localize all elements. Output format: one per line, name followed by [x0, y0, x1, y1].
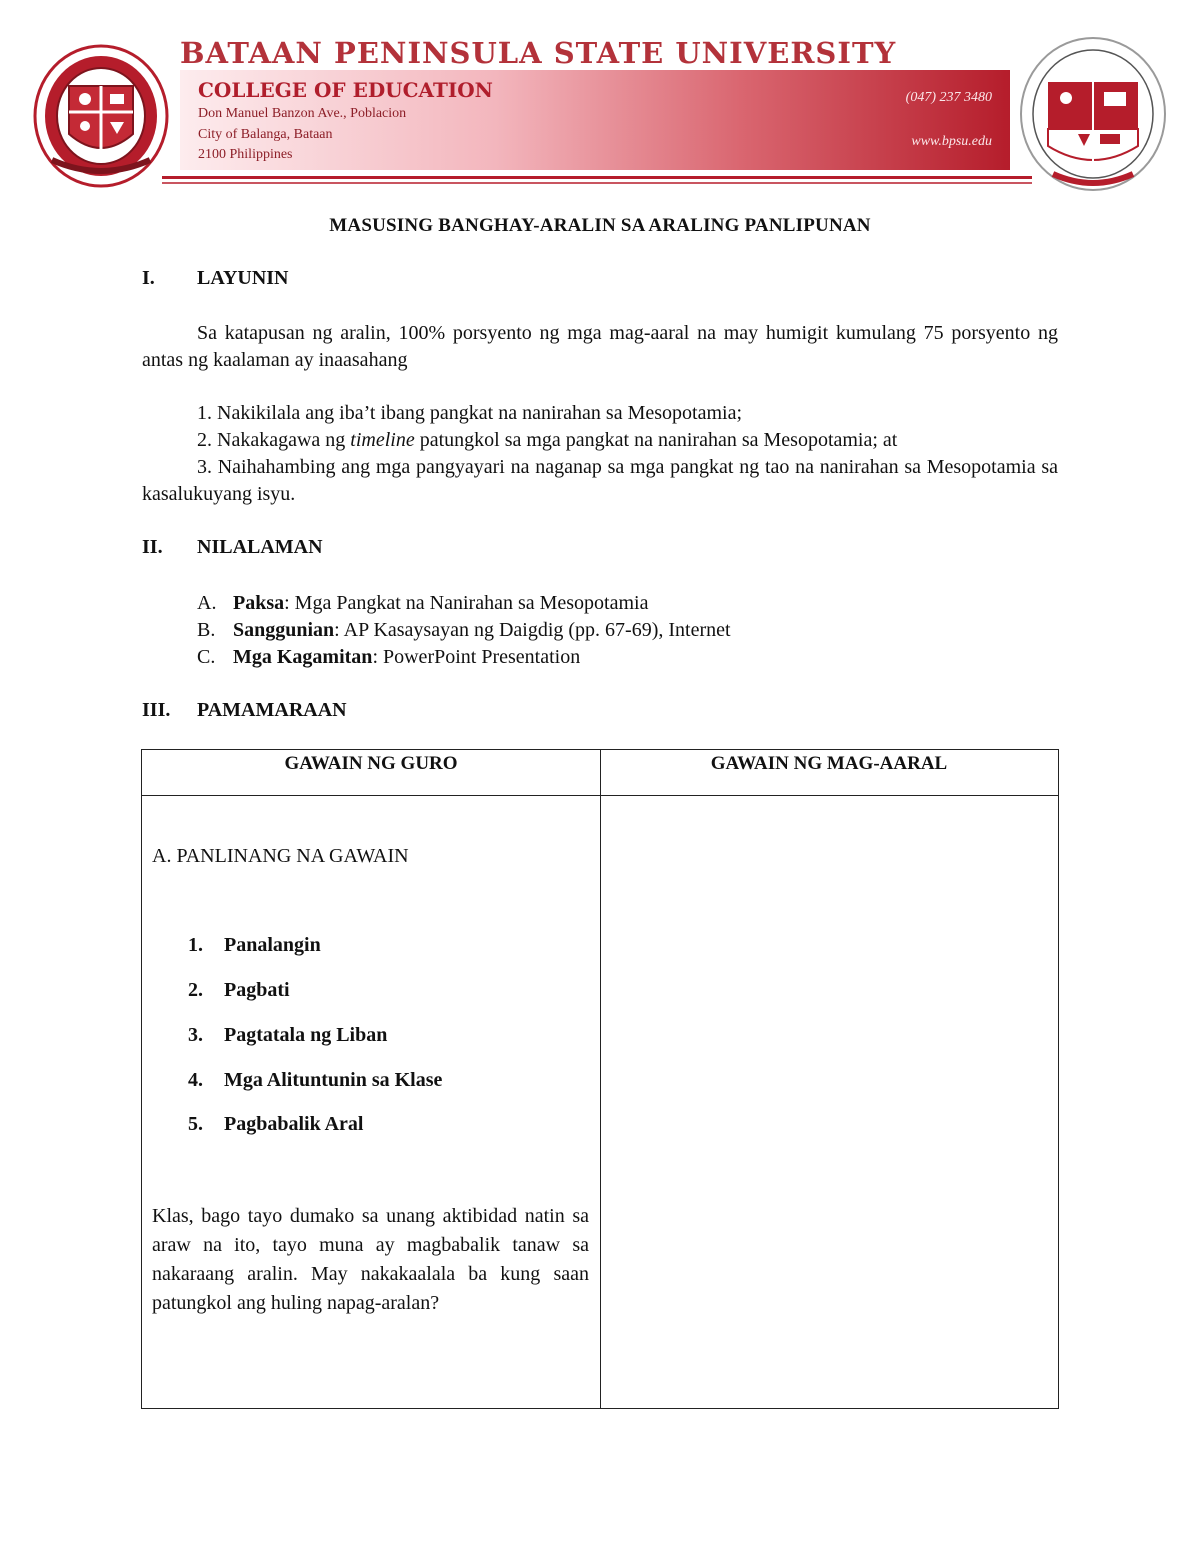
- content-letter: C.: [197, 646, 216, 668]
- objective-2-italic: timeline: [350, 429, 415, 451]
- section-1-heading: LAYUNIN: [197, 267, 289, 289]
- content-label: Paksa: [233, 592, 285, 614]
- step-number: 4.: [188, 1069, 203, 1091]
- objectives-intro: Sa katapusan ng aralin, 100% porsyento ng mga mag-aaral na may humigit kumulang 75 porsyento ng antas ng kaalaman ay inaasahang: [142, 322, 1058, 371]
- content-letter: A.: [197, 592, 217, 614]
- objective-2: [197, 427, 897, 454]
- content-value: : Mga Pangkat na Nanirahan sa Mesopotamia: [284, 592, 649, 614]
- college-seal-logo: [1018, 34, 1168, 194]
- letterhead-banner: [180, 70, 1010, 170]
- section-3-heading: PAMAMARAAN: [197, 699, 347, 721]
- step-pagtatala-ng-liban: Pagtatala ng Liban: [224, 1024, 388, 1046]
- step-alituntunin: Mga Alituntunin sa Klase: [224, 1069, 443, 1091]
- address-line-3: 2100 Philippines: [198, 147, 293, 162]
- activity-subheading: A. PANLINANG NA GAWAIN: [152, 845, 409, 867]
- document-title: MASUSING BANGHAY-ARALIN SA ARALING PANLIPUNAN: [329, 215, 871, 236]
- content-item-kagamitan: [197, 644, 580, 671]
- letterhead-rule-thin: [162, 182, 1032, 184]
- content-label: Sanggunian: [233, 619, 335, 641]
- address-line-2: City of Balanga, Bataan: [198, 127, 333, 142]
- phone-number: (047) 237 3480: [905, 90, 992, 105]
- table-column-divider: [600, 750, 601, 1408]
- university-seal-logo: [32, 42, 170, 190]
- college-name: COLLEGE OF EDUCATION: [198, 78, 493, 102]
- table-header-divider: [142, 795, 1058, 796]
- letterhead-rule: [162, 176, 1032, 179]
- objective-2-text-a: 2. Nakakagawa ng: [197, 429, 351, 451]
- content-value: : PowerPoint Presentation: [372, 646, 581, 668]
- procedure-table: [141, 749, 1059, 1409]
- section-1-number: I.: [142, 267, 155, 289]
- teacher-prompt: Klas, bago tayo dumako sa unang aktibidad natin sa araw na ito, tayo muna ay magbabalik tanaw sa nakaraang aralin. May nakakaalala ba kung saan patungkol ang huling napag-aralan?: [152, 1205, 589, 1314]
- content-item-sanggunian: [197, 617, 731, 644]
- section-2-heading: NILALAMAN: [197, 536, 323, 558]
- objective-3: 3. Naihahambing ang mga pangyayari na naganap sa mga pangkat ng tao na nanirahan sa Mesopotamia sa kasalukuyang isyu.: [142, 456, 1058, 505]
- website: www.bpsu.edu: [911, 134, 992, 149]
- step-number: 5.: [188, 1113, 203, 1135]
- step-pagbabalik-aral: Pagbabalik Aral: [224, 1113, 364, 1135]
- section-3-number: III.: [142, 699, 171, 721]
- content-item-paksa: [197, 590, 648, 617]
- step-number: 3.: [188, 1024, 203, 1046]
- step-pagbati: Pagbati: [224, 979, 290, 1001]
- content-letter: B.: [197, 619, 216, 641]
- address-line-1: Don Manuel Banzon Ave., Poblacion: [198, 106, 407, 121]
- objective-1: 1. Nakikilala ang iba’t ibang pangkat na nanirahan sa Mesopotamia;: [197, 402, 743, 424]
- objective-2-text-b: patungkol sa mga pangkat na nanirahan sa Mesopotamia; at: [414, 429, 898, 451]
- step-panalangin: Panalangin: [224, 934, 321, 956]
- table-header-student: GAWAIN NG MAG-AARAL: [710, 753, 948, 774]
- table-header-teacher: GAWAIN NG GURO: [284, 753, 458, 774]
- step-number: 1.: [188, 934, 203, 956]
- content-label: Mga Kagamitan: [233, 646, 373, 668]
- university-name: BATAAN PENINSULA STATE UNIVERSITY: [180, 36, 897, 70]
- content-value: : AP Kasaysayan ng Daigdig (pp. 67-69), Internet: [334, 619, 731, 641]
- section-2-number: II.: [142, 536, 163, 558]
- step-number: 2.: [188, 979, 203, 1001]
